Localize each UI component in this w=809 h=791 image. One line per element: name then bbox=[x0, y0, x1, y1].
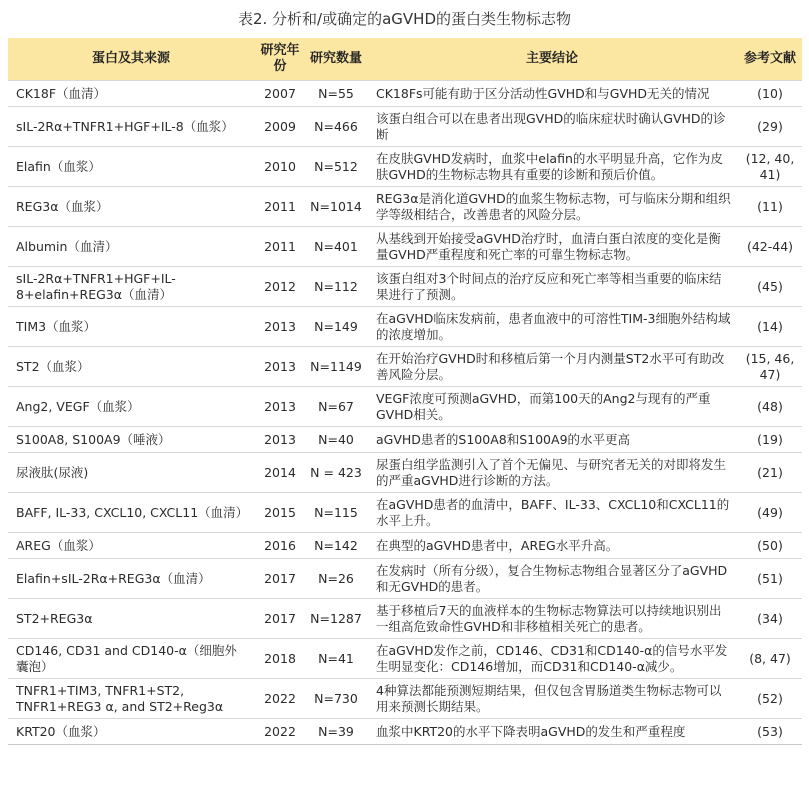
protein-source-cell: BAFF, IL-33, CXCL10, CXCL11（血清） bbox=[8, 493, 254, 533]
study-year-cell: 2016 bbox=[254, 533, 306, 559]
study-count-cell: N=1014 bbox=[306, 187, 366, 227]
table-row bbox=[8, 639, 802, 679]
main-conclusion-cell: 在发病时（所有分级），复合生物标志物组合显著区分了aGVHD和无GVHD的患者。 bbox=[366, 559, 738, 599]
protein-source-cell: ST2+REG3α bbox=[8, 599, 254, 639]
study-count-cell: N=466 bbox=[306, 107, 366, 147]
study-count-cell: N=115 bbox=[306, 493, 366, 533]
protein-source-cell: Elafin+sIL-2Rα+REG3α（血清） bbox=[8, 559, 254, 599]
main-conclusion-cell: 在皮肤GVHD发病时，血浆中elafin的水平明显升高，它作为皮肤GVHD的生物标志物具有重要的诊断和预后价值。 bbox=[366, 147, 738, 187]
table-row bbox=[8, 81, 802, 107]
study-year-cell: 2013 bbox=[254, 307, 306, 347]
study-year-cell: 2015 bbox=[254, 493, 306, 533]
reference-cell: (45) bbox=[738, 267, 802, 307]
study-count-cell: N = 423 bbox=[306, 453, 366, 493]
table-row bbox=[8, 147, 802, 187]
study-year-cell: 2022 bbox=[254, 679, 306, 719]
table-row bbox=[8, 493, 802, 533]
reference-cell: (52) bbox=[738, 679, 802, 719]
reference-cell: (29) bbox=[738, 107, 802, 147]
main-conclusion-cell: 血浆中KRT20的水平下降表明aGVHD的发生和严重程度 bbox=[366, 719, 738, 745]
table-row bbox=[8, 599, 802, 639]
table-row bbox=[8, 267, 802, 307]
study-year-cell: 2017 bbox=[254, 559, 306, 599]
reference-cell: (12, 40, 41) bbox=[738, 147, 802, 187]
main-conclusion-cell: 尿蛋白组学监测引入了首个无偏见、与研究者无关的对即将发生的严重aGVHD进行诊断的方法。 bbox=[366, 453, 738, 493]
main-conclusion-cell: 4种算法都能预测短期结果，但仅包含胃肠道类生物标志物可以用来预测长期结果。 bbox=[366, 679, 738, 719]
main-conclusion-cell: 在aGVHD发作之前，CD146、CD31和CD140-α的信号水平发生明显变化：CD146增加，而CD31和CD140-α减少。 bbox=[366, 639, 738, 679]
protein-source-cell: Elafin（血浆） bbox=[8, 147, 254, 187]
study-year-cell: 2009 bbox=[254, 107, 306, 147]
reference-cell: (48) bbox=[738, 387, 802, 427]
table-row bbox=[8, 107, 802, 147]
reference-cell: (42-44) bbox=[738, 227, 802, 267]
protein-source-cell: sIL-2Rα+TNFR1+HGF+IL-8+elafin+REG3α（血清） bbox=[8, 267, 254, 307]
table-title: 表2. 分析和/或确定的aGVHD的蛋白类生物标志物 bbox=[237, 10, 572, 28]
reference-cell: (34) bbox=[738, 599, 802, 639]
main-conclusion-cell: 在aGVHD患者的血清中，BAFF、IL-33、CXCL10和CXCL11的水平上升。 bbox=[366, 493, 738, 533]
header-conclusion: 主要结论 bbox=[525, 51, 578, 66]
table-row bbox=[8, 227, 802, 267]
study-year-cell: 2007 bbox=[254, 81, 306, 107]
study-count-cell: N=40 bbox=[306, 427, 366, 453]
protein-source-cell: ST2（血浆） bbox=[8, 347, 254, 387]
reference-cell: (8, 47) bbox=[738, 639, 802, 679]
main-conclusion-cell: 该蛋白组对3个时间点的治疗反应和死亡率等相当重要的临床结果进行了预测。 bbox=[366, 267, 738, 307]
main-conclusion-cell: VEGF浓度可预测aGVHD，而第100天的Ang2与现有的严重GVHD相关。 bbox=[366, 387, 738, 427]
study-count-cell: N=41 bbox=[306, 639, 366, 679]
study-year-cell: 2013 bbox=[254, 427, 306, 453]
main-conclusion-cell: 在开始治疗GVHD时和移植后第一个月内测量ST2水平可有助改善风险分层。 bbox=[366, 347, 738, 387]
study-year-cell: 2012 bbox=[254, 267, 306, 307]
reference-cell: (53) bbox=[738, 719, 802, 745]
table-row bbox=[8, 347, 802, 387]
study-year-cell: 2022 bbox=[254, 719, 306, 745]
study-count-cell: N=149 bbox=[306, 307, 366, 347]
protein-source-cell: CD146, CD31 and CD140-α（细胞外囊泡） bbox=[8, 639, 254, 679]
table-row bbox=[8, 387, 802, 427]
protein-source-cell: REG3α（血浆） bbox=[8, 187, 254, 227]
reference-cell: (14) bbox=[738, 307, 802, 347]
study-year-cell: 2011 bbox=[254, 227, 306, 267]
header-source: 蛋白及其来源 bbox=[91, 51, 170, 66]
study-count-cell: N=67 bbox=[306, 387, 366, 427]
study-count-cell: N=112 bbox=[306, 267, 366, 307]
header-year: 研究年份 bbox=[260, 43, 300, 74]
table-row bbox=[8, 533, 802, 559]
reference-cell: (10) bbox=[738, 81, 802, 107]
study-count-cell: N=55 bbox=[306, 81, 366, 107]
protein-source-cell: Ang2, VEGF（血浆） bbox=[8, 387, 254, 427]
study-year-cell: 2018 bbox=[254, 639, 306, 679]
reference-cell: (21) bbox=[738, 453, 802, 493]
main-conclusion-cell: REG3α是消化道GVHD的血浆生物标志物，可与临床分期和组织学等级相结合，改善患者的风险分层。 bbox=[366, 187, 738, 227]
protein-source-cell: 尿液肽(尿液) bbox=[8, 453, 254, 493]
study-year-cell: 2017 bbox=[254, 599, 306, 639]
table-row bbox=[8, 453, 802, 493]
main-conclusion-cell: 基于移植后7天的血液样本的生物标志物算法可以持续地识别出一组高危致命性GVHD和非移植相关死亡的患者。 bbox=[366, 599, 738, 639]
main-conclusion-cell: aGVHD患者的S100A8和S100A9的水平更高 bbox=[366, 427, 738, 453]
reference-cell: (51) bbox=[738, 559, 802, 599]
header-n: 研究数量 bbox=[310, 51, 363, 66]
protein-source-cell: TNFR1+TIM3, TNFR1+ST2, TNFR1+REG3 α, and ST2+Reg3α bbox=[8, 679, 254, 719]
reference-cell: (19) bbox=[738, 427, 802, 453]
table-row bbox=[8, 719, 802, 745]
protein-source-cell: CK18F（血清） bbox=[8, 81, 254, 107]
study-year-cell: 2013 bbox=[254, 347, 306, 387]
protein-source-cell: KRT20（血浆） bbox=[8, 719, 254, 745]
reference-cell: (50) bbox=[738, 533, 802, 559]
study-count-cell: N=26 bbox=[306, 559, 366, 599]
study-year-cell: 2011 bbox=[254, 187, 306, 227]
study-year-cell: 2010 bbox=[254, 147, 306, 187]
protein-source-cell: Albumin（血清） bbox=[8, 227, 254, 267]
reference-cell: (15, 46, 47) bbox=[738, 347, 802, 387]
protein-source-cell: AREG（血浆） bbox=[8, 533, 254, 559]
protein-source-cell: S100A8, S100A9（唾液） bbox=[8, 427, 254, 453]
study-count-cell: N=1149 bbox=[306, 347, 366, 387]
main-conclusion-cell: 该蛋白组合可以在患者出现GVHD的临床症状时确认GVHD的诊断 bbox=[366, 107, 738, 147]
biomarker-table bbox=[8, 38, 802, 745]
protein-source-cell: TIM3（血浆） bbox=[8, 307, 254, 347]
study-count-cell: N=39 bbox=[306, 719, 366, 745]
protein-source-cell: sIL-2Rα+TNFR1+HGF+IL-8（血浆） bbox=[8, 107, 254, 147]
main-conclusion-cell: CK18Fs可能有助于区分活动性GVHD和与GVHD无关的情况 bbox=[366, 81, 738, 107]
study-year-cell: 2013 bbox=[254, 387, 306, 427]
study-count-cell: N=401 bbox=[306, 227, 366, 267]
table-row bbox=[8, 679, 802, 719]
table-row bbox=[8, 559, 802, 599]
main-conclusion-cell: 从基线到开始接受aGVHD治疗时，血清白蛋白浓度的变化是衡量GVHD严重程度和死亡率的可靠生物标志物。 bbox=[366, 227, 738, 267]
study-count-cell: N=1287 bbox=[306, 599, 366, 639]
reference-cell: (11) bbox=[738, 187, 802, 227]
table-row bbox=[8, 307, 802, 347]
header-ref: 参考文献 bbox=[743, 51, 796, 66]
reference-cell: (49) bbox=[738, 493, 802, 533]
main-conclusion-cell: 在典型的aGVHD患者中，AREG水平升高。 bbox=[366, 533, 738, 559]
table-row bbox=[8, 427, 802, 453]
table-row bbox=[8, 187, 802, 227]
study-count-cell: N=512 bbox=[306, 147, 366, 187]
table-body bbox=[8, 81, 802, 745]
study-count-cell: N=142 bbox=[306, 533, 366, 559]
study-count-cell: N=730 bbox=[306, 679, 366, 719]
study-year-cell: 2014 bbox=[254, 453, 306, 493]
table-header bbox=[8, 38, 802, 81]
main-conclusion-cell: 在aGVHD临床发病前，患者血液中的可溶性TIM-3细胞外结构域的浓度增加。 bbox=[366, 307, 738, 347]
